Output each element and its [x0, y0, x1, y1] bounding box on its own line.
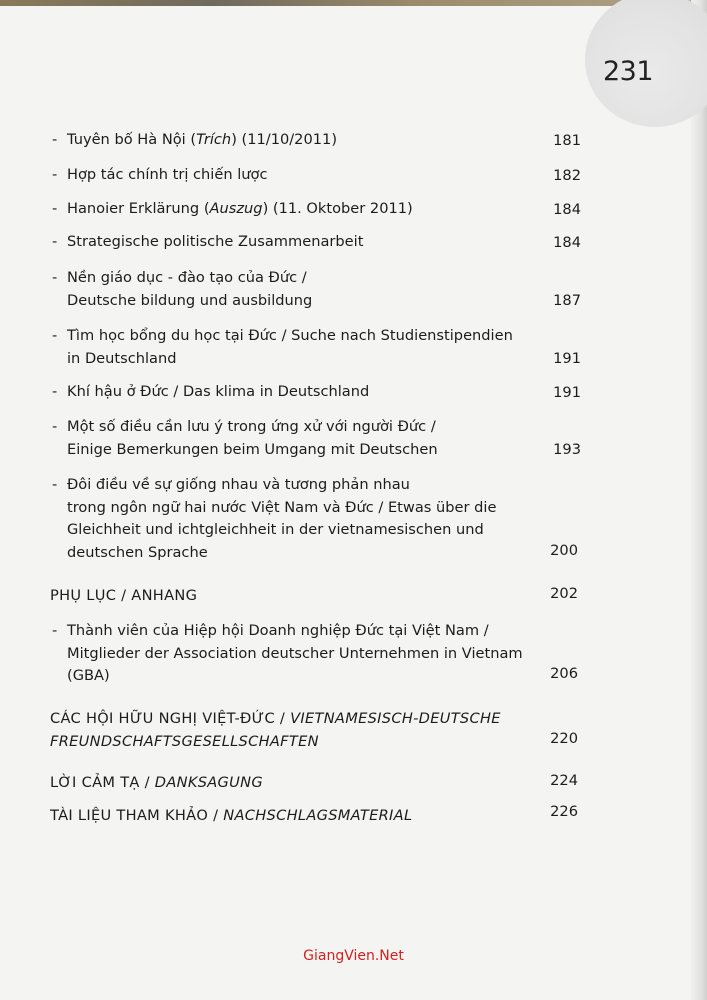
entry-title: Hanoier Erklärung (Auszug) (11. Oktober 2011)	[67, 200, 413, 217]
toc-section[interactable]	[50, 708, 570, 753]
toc-section[interactable]	[50, 772, 530, 795]
entry-title-line: (GBA)	[67, 667, 110, 684]
entry-page: 191	[553, 384, 581, 401]
page-number: 231	[603, 56, 654, 87]
entry-title-line: Mitglieder der Association deutscher Unternehmen in Vietnam	[67, 644, 523, 662]
toc-entry[interactable]	[52, 198, 532, 221]
entry-page: 193	[553, 441, 581, 458]
toc-entry[interactable]	[52, 381, 532, 404]
entry-page: 200	[550, 542, 578, 559]
entry-title-line: Đôi điều về sự giống nhau và tương phản nhau	[67, 476, 410, 493]
section-page: 226	[550, 803, 578, 820]
section-title-line	[50, 708, 570, 731]
section-title: LỜI CẢM TẠ / DANKSAGUNG	[50, 774, 263, 791]
entry-title-line: Deutsche bildung und ausbildung	[67, 291, 313, 309]
entry-title-line: Tìm học bổng du học tại Đức / Suche nach Studienstipendien	[67, 327, 513, 344]
entry-dash: -	[52, 269, 58, 286]
entry-dash: -	[52, 622, 58, 639]
entry-page: 184	[553, 201, 581, 218]
entry-dash: -	[52, 383, 58, 400]
entry-dash: -	[52, 131, 58, 148]
entry-title-line: Một số điều cần lưu ý trong ứng xử với người Đức /	[67, 418, 436, 435]
entry-dash: -	[52, 327, 58, 344]
entry-page: 206	[550, 665, 578, 682]
entry-dash: -	[52, 233, 58, 250]
entry-title: Strategische politische Zusammenarbeit	[67, 233, 364, 250]
entry-page: 187	[553, 292, 581, 309]
entry-dash: -	[52, 476, 58, 493]
section-page: 224	[550, 772, 578, 789]
entry-title: Hợp tác chính trị chiến lược	[67, 166, 268, 183]
entry-title-line: Nền giáo dục - đào tạo của Đức /	[67, 269, 307, 286]
entry-title-line: trong ngôn ngữ hai nước Việt Nam và Đức / Etwas über die	[67, 498, 497, 516]
entry-dash: -	[52, 166, 58, 183]
toc-entry[interactable]	[52, 620, 572, 688]
toc-section[interactable]	[50, 805, 530, 828]
entry-title-line: deutschen Sprache	[67, 543, 208, 561]
section-title-vi: CÁC HỘI HỮU NGHỊ VIỆT-ĐỨC /	[50, 710, 291, 727]
section-page: 220	[550, 730, 578, 747]
entry-page: 191	[553, 350, 581, 367]
entry-dash: -	[52, 418, 58, 435]
entry-page: 181	[553, 132, 581, 149]
entry-title-line: Einige Bemerkungen beim Umgang mit Deutschen	[67, 440, 438, 458]
section-title: TÀI LIỆU THAM KHẢO / NACHSCHLAGSMATERIAL	[50, 807, 413, 824]
entry-page: 182	[553, 167, 581, 184]
entry-title-line: in Deutschland	[67, 349, 177, 367]
toc-entry[interactable]	[52, 267, 532, 312]
watermark-link[interactable]: GiangVien.Net	[303, 948, 404, 964]
toc-entry[interactable]	[52, 231, 532, 254]
section-title-de: VIETNAMESISCH-DEUTSCHE	[290, 710, 501, 727]
toc-entry[interactable]	[52, 164, 532, 187]
section-title: PHỤ LỤC / ANHANG	[50, 587, 198, 604]
section-title-line: FREUNDSCHAFTSGESELLSCHAFTEN	[50, 732, 319, 750]
section-page: 202	[550, 585, 578, 602]
toc-section[interactable]	[50, 585, 530, 608]
entry-title-line: Gleichheit und ichtgleichheit in der vietnamesischen und	[67, 521, 484, 538]
entry-title-line: Thành viên của Hiệp hội Doanh nghiệp Đức tại Việt Nam /	[67, 622, 489, 639]
toc-entry[interactable]	[52, 325, 572, 370]
entry-title: Khí hậu ở Đức / Das klima in Deutschland	[67, 383, 370, 400]
entry-dash: -	[52, 200, 58, 217]
toc-entry[interactable]	[52, 129, 532, 152]
entry-title: Tuyên bố Hà Nội (Trích) (11/10/2011)	[67, 131, 338, 148]
toc-entry[interactable]	[52, 416, 552, 461]
entry-page: 184	[553, 234, 581, 251]
toc-entry[interactable]	[52, 474, 572, 564]
